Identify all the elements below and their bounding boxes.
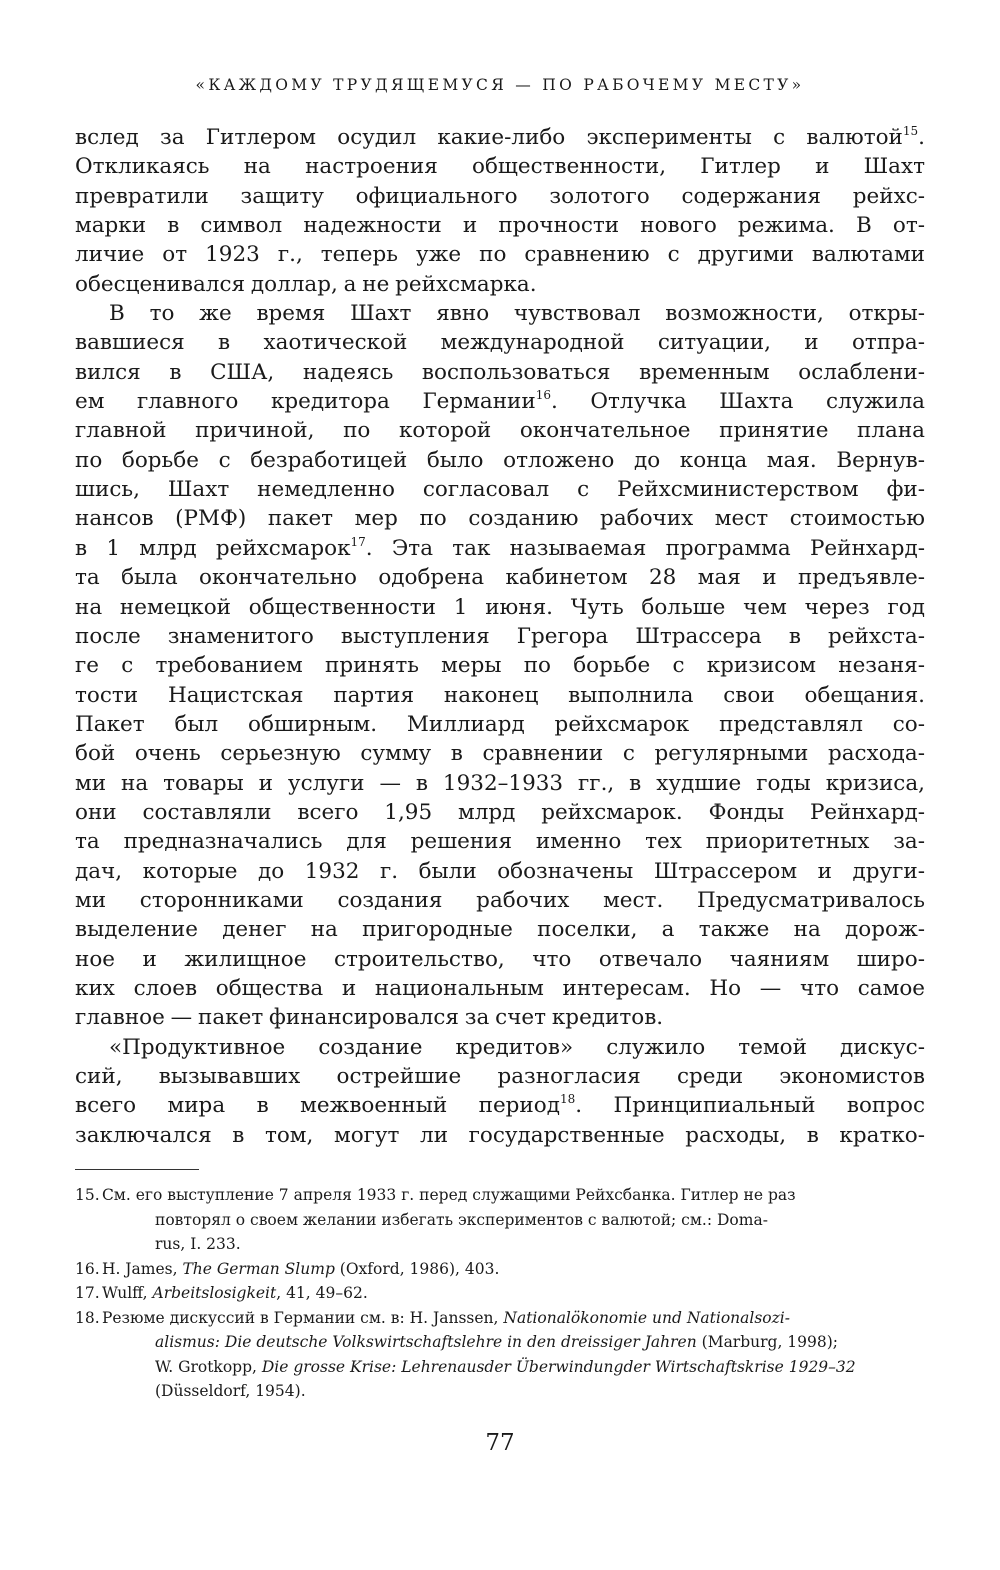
text-line: В то же время Шахт явно чувствовал возможности, откры- — [109, 301, 925, 327]
text-line: ми на товары и услуги — в 1932–1933 гг., в худшие годы кризиса, — [75, 770, 925, 796]
text-line: ких слоев общества и национальным интересам. Но — что самое — [75, 975, 925, 1001]
running-head: «КАЖДОМУ ТРУДЯЩЕМУСЯ — ПО РАБОЧЕМУ МЕСТУ» — [195, 76, 805, 94]
footnote-ref-15: 15 — [902, 124, 919, 138]
text-line: личие от 1923 г., теперь уже по сравнению с другими валютами — [75, 242, 925, 268]
footnote-17: 17. Wulff, Arbeitslosigkeit, 41, 49–62. — [75, 1284, 368, 1302]
text-line: шись, Шахт немедленно согласовал с Рейхсминистерством фи- — [75, 477, 925, 503]
footnote-ref-16: 16 — [535, 388, 551, 403]
text-line: сий, вызывавших острейшие разногласия среди экономистов — [75, 1064, 925, 1089]
text-line: ге с требованием принять меры по борьбе с кризисом незаня- — [75, 653, 925, 679]
footnote-divider — [75, 1169, 199, 1170]
text-line: марки в символ надежности и прочности нового режима. В от- — [75, 213, 925, 239]
footnote-ref-18: 18 — [559, 1092, 576, 1107]
footnote-16: 16. H. James, The German Slump (Oxford, 1986), 403. — [75, 1259, 500, 1278]
body-text — [75, 123, 925, 1150]
footnote-15-cont: rus, I. 233. — [155, 1235, 241, 1253]
text-line: бой очень серьезную сумму в сравнении с регулярными расхода- — [75, 741, 925, 767]
text-line: та была окончательно одобрена кабинетом 28 мая и предъявле- — [75, 565, 925, 591]
text-line: вился в США, надеясь воспользоваться временным ослаблени- — [75, 359, 925, 385]
text-line: дач, которые до 1932 г. были обозначены Штрассером и други- — [75, 858, 925, 884]
footnote-15-cont: повторял о своем желании избегать экспериментов с валютой; см.: Doma- — [155, 1210, 768, 1229]
footnote-ref-17: 17 — [350, 534, 366, 549]
text-line: Пакет был обширным. Миллиард рейхсмарок представлял со- — [75, 711, 925, 737]
text-line: главной причиной, по которой окончательное принятие плана — [75, 418, 925, 444]
text-line: они составляли всего 1,95 млрд рейхсмарок. Фонды Рейнхард- — [75, 799, 925, 825]
text-line: превратили защиту официального золотого содержания рейхс- — [75, 183, 925, 209]
text-line: в 1 млрд рейхсмарок$^{17}$. Эта так называемая программа Рейнхард- — [75, 534, 926, 561]
text-line: «Продуктивное создание кредитов» служило темой дискус- — [109, 1034, 925, 1060]
text-line: вслед за Гитлером осудил какие-либо эксперименты с валютой$^{15}$. — [75, 124, 925, 150]
text-line: вавшиеся в хаотической международной ситуации, и отпра- — [75, 330, 925, 356]
footnote-15: 15. См. его выступление 7 апреля 1933 г. перед служащими Рейхсбанка. Гитлер не раз — [75, 1186, 796, 1204]
footnote-18-cont: W. Grotkopp, Die grosse Krise: Lehrenausder Überwindungder Wirtschaftskrise 1929–32 — [155, 1357, 856, 1376]
footnote-18-cont: (Düsseldorf, 1954). — [155, 1382, 306, 1400]
text-line: заключался в том, могут ли государственные расходы, в кратко- — [75, 1122, 925, 1148]
text-line: нансов (РМФ) пакет мер по созданию рабочих мест стоимостью — [75, 506, 925, 532]
footnote-18-cont: alismus: Die deutsche Volkswirtschaftslehre in den dreissiger Jahren (Marburg, 1998); — [155, 1333, 839, 1351]
text-line: всего мира в межвоенный период$^{18}$. Принципиальный вопрос — [75, 1092, 925, 1119]
text-line: Откликаясь на настроения общественности, Гитлер и Шахт — [75, 154, 925, 180]
text-line: главное — пакет финансировался за счет кредитов. — [75, 1005, 664, 1031]
text-line: по борьбе с безработицей было отложено до конца мая. Вернув- — [75, 447, 925, 473]
footnotes — [75, 1183, 925, 1404]
text-line: на немецкой общественности 1 июня. Чуть больше чем через год — [75, 594, 925, 620]
text-line: после знаменитого выступления Грегора Штрассера в рейхста- — [75, 623, 925, 649]
text-line: тости Нацистская партия наконец выполнила свои обещания. — [75, 682, 925, 708]
text-line: та предназначались для решения именно тех приоритетных за- — [75, 829, 925, 855]
text-line: ное и жилищное строительство, что отвечало чаяниям широ- — [75, 946, 925, 972]
page-number: 77 — [485, 1430, 515, 1456]
text-line: ми сторонниками создания рабочих мест. Предусматривалось — [75, 887, 925, 913]
text-line: обесценивался доллар, а не рейхсмарка. — [75, 271, 537, 297]
text-line: выделение денег на пригородные поселки, а также на дорож- — [75, 917, 925, 943]
text-line: ем главного кредитора Германии$^{16}$. Отлучка Шахта служила — [75, 388, 925, 415]
footnote-18: 18. Резюме дискуссий в Германии см. в: H. Janssen, Nationalökonomie und Nationalsozi- — [75, 1308, 790, 1327]
